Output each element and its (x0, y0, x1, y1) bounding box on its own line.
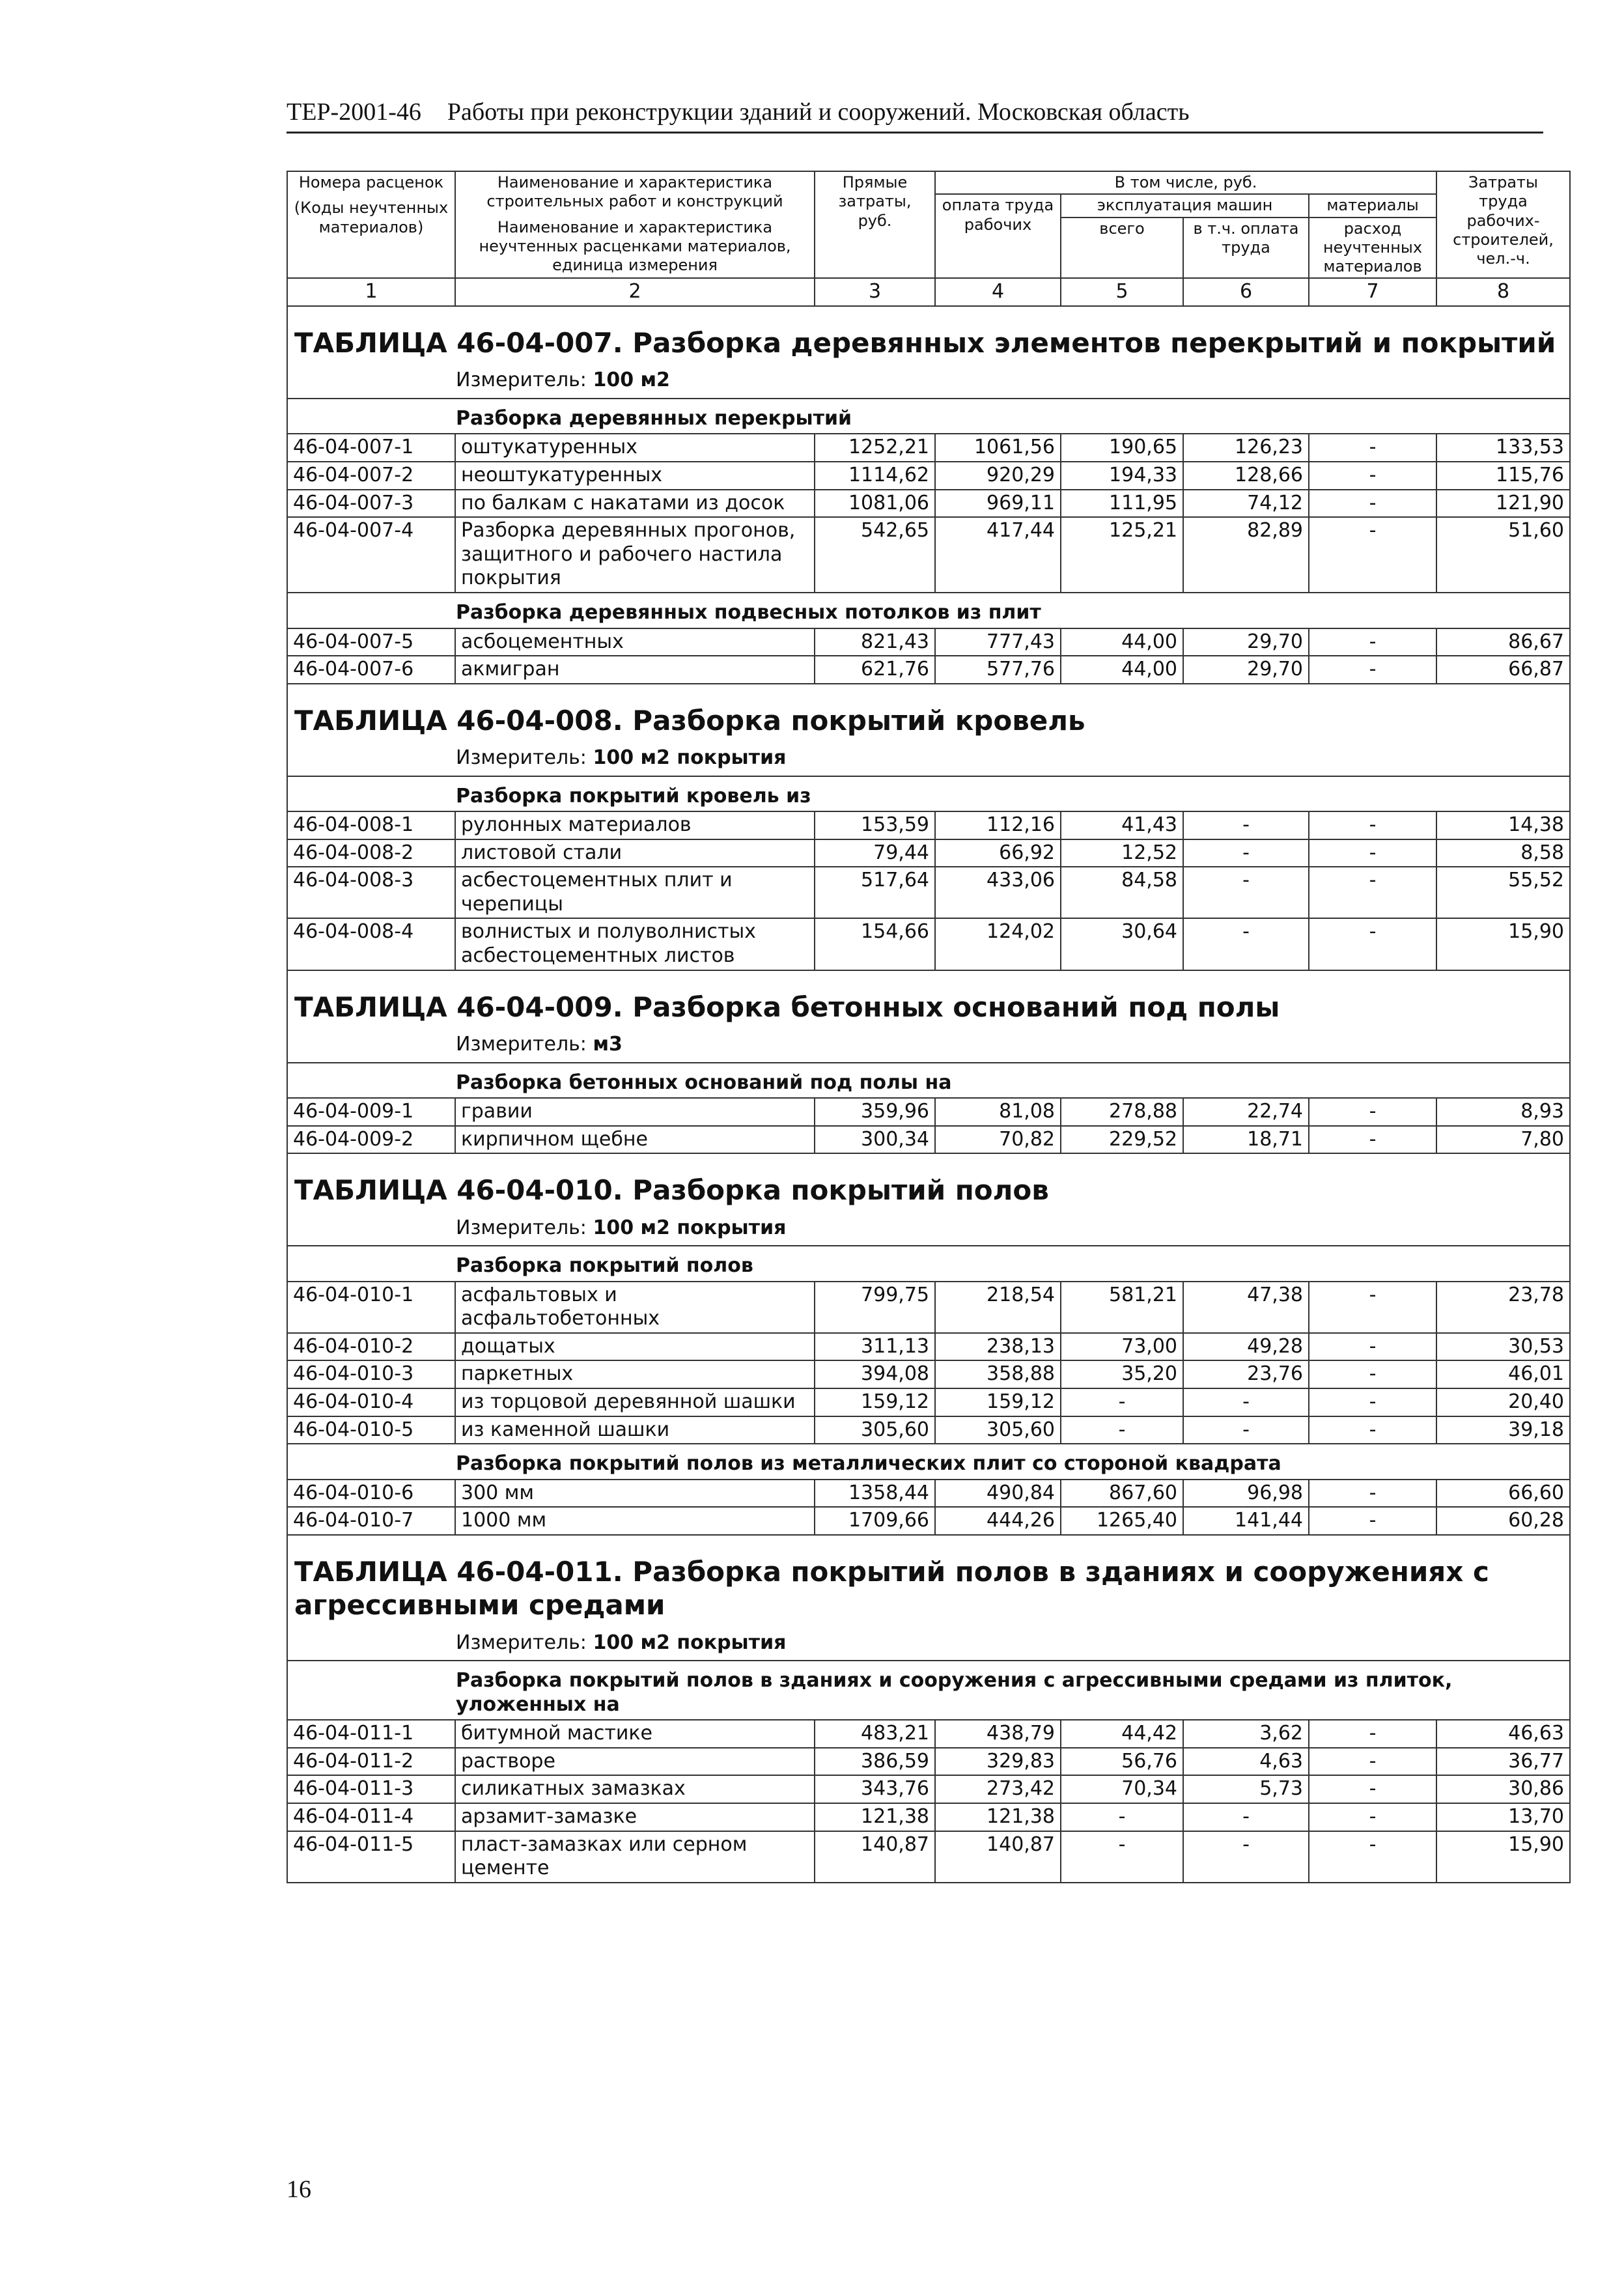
table-row (287, 1803, 1570, 1831)
meter-row (287, 1211, 1570, 1246)
labor-hours-cell: 46,01 (1436, 1360, 1570, 1388)
labor-hours-cell: 133,53 (1436, 434, 1570, 462)
work-description-cell: акмигран (455, 656, 815, 684)
work-description-cell: асфальтовых и асфальтобетонных (455, 1282, 815, 1333)
col3-header: Прямые затраты, руб. (815, 171, 935, 278)
rate-code-cell: 46-04-011-4 (287, 1803, 455, 1831)
rate-code-cell: 46-04-011-2 (287, 1748, 455, 1776)
table-row (287, 1831, 1570, 1883)
labor-wages-cell: 140,87 (935, 1831, 1061, 1883)
labor-wages-cell: 66,92 (935, 839, 1061, 867)
meter-label: Измеритель: (456, 1032, 593, 1056)
group-heading-row (287, 399, 1570, 434)
materials-unaccounted-cell: - (1309, 628, 1436, 656)
machine-wages-cell: - (1183, 918, 1309, 970)
direct-cost-cell: 153,59 (815, 811, 935, 839)
work-description-cell: кирпичном щебне (455, 1126, 815, 1154)
meter-cell (287, 1028, 1570, 1063)
table-row (287, 1748, 1570, 1776)
materials-unaccounted-cell: - (1309, 1098, 1436, 1126)
col2-header-bottom: Наименование и характеристика неучтенных расценками материалов, единица измерения (479, 218, 791, 275)
direct-cost-cell: 542,65 (815, 517, 935, 593)
machine-wages-cell: - (1183, 839, 1309, 867)
work-description-cell: растворе (455, 1748, 815, 1776)
group-heading: Разборка покрытий полов (287, 1246, 1570, 1282)
work-description-cell: неоштукатуренных (455, 462, 815, 490)
meter-row (287, 741, 1570, 776)
table-section-title: ТАБЛИЦА 46-04-009. Разборка бетонных оснований под полы (287, 970, 1570, 1028)
machine-wages-cell: 74,12 (1183, 490, 1309, 518)
work-description-cell: из торцовой деревянной шашки (455, 1388, 815, 1416)
labor-wages-cell: 417,44 (935, 517, 1061, 593)
machine-wages-cell: 126,23 (1183, 434, 1309, 462)
materials-unaccounted-cell: - (1309, 1480, 1436, 1508)
direct-cost-cell: 159,12 (815, 1388, 935, 1416)
table-row (287, 434, 1570, 462)
materials-unaccounted-cell: - (1309, 1388, 1436, 1416)
table-section-title: ТАБЛИЦА 46-04-010. Разборка покрытий полов (287, 1153, 1570, 1211)
col2-header-top: Наименование и характеристика строительных работ и конструкций (486, 173, 783, 211)
machine-wages-cell: 4,63 (1183, 1748, 1309, 1776)
table-row (287, 1507, 1570, 1535)
table-row (287, 628, 1570, 656)
table-row (287, 1775, 1570, 1803)
labor-hours-cell: 121,90 (1436, 490, 1570, 518)
materials-unaccounted-cell: - (1309, 462, 1436, 490)
machine-total-cell: 581,21 (1061, 1282, 1183, 1333)
labor-wages-cell: 358,88 (935, 1360, 1061, 1388)
table-row (287, 656, 1570, 684)
table-row (287, 1480, 1570, 1508)
direct-cost-cell: 1709,66 (815, 1507, 935, 1535)
work-description-cell: паркетных (455, 1360, 815, 1388)
rates-table (287, 171, 1571, 1883)
rate-code-cell: 46-04-009-2 (287, 1126, 455, 1154)
work-description-cell: 300 мм (455, 1480, 815, 1508)
col4-header: оплата труда рабочих (935, 194, 1061, 278)
materials-unaccounted-cell: - (1309, 1775, 1436, 1803)
rate-code-cell: 46-04-010-4 (287, 1388, 455, 1416)
rate-code-cell: 46-04-010-2 (287, 1333, 455, 1361)
machine-total-cell: 229,52 (1061, 1126, 1183, 1154)
direct-cost-cell: 621,76 (815, 656, 935, 684)
group-heading-row (287, 593, 1570, 628)
header-code: ТЕР-2001-46 (287, 98, 421, 126)
machine-wages-cell: 3,62 (1183, 1720, 1309, 1748)
meter-row (287, 1626, 1570, 1661)
rate-code-cell: 46-04-007-1 (287, 434, 455, 462)
materials-unaccounted-cell: - (1309, 1282, 1436, 1333)
machine-wages-cell: 5,73 (1183, 1775, 1309, 1803)
meter-value: 100 м2 (593, 369, 670, 392)
meter-label: Измеритель: (456, 1631, 593, 1654)
labor-wages-cell: 433,06 (935, 867, 1061, 918)
machine-wages-cell: 23,76 (1183, 1360, 1309, 1388)
table-section-title-row (287, 684, 1570, 741)
direct-cost-cell: 300,34 (815, 1126, 935, 1154)
machine-wages-cell: 49,28 (1183, 1333, 1309, 1361)
machine-total-cell: 73,00 (1061, 1333, 1183, 1361)
rate-code-cell: 46-04-011-1 (287, 1720, 455, 1748)
machine-wages-cell: - (1183, 1803, 1309, 1831)
table-row (287, 918, 1570, 970)
rate-code-cell: 46-04-008-1 (287, 811, 455, 839)
table-section-title-row (287, 1153, 1570, 1211)
labor-hours-cell: 86,67 (1436, 628, 1570, 656)
labor-hours-cell: 13,70 (1436, 1803, 1570, 1831)
machine-wages-cell: - (1183, 811, 1309, 839)
labor-wages-cell: 159,12 (935, 1388, 1061, 1416)
col8-header: Затраты труда рабочих-строителей, чел.-ч. (1436, 171, 1570, 278)
meter-value: 100 м2 покрытия (593, 1216, 787, 1239)
labor-hours-cell: 8,93 (1436, 1098, 1570, 1126)
direct-cost-cell: 359,96 (815, 1098, 935, 1126)
machine-wages-cell: - (1183, 867, 1309, 918)
rate-code-cell: 46-04-010-6 (287, 1480, 455, 1508)
rate-code-cell: 46-04-010-5 (287, 1416, 455, 1444)
machine-wages-cell: 22,74 (1183, 1098, 1309, 1126)
labor-hours-cell: 7,80 (1436, 1126, 1570, 1154)
direct-cost-cell: 1114,62 (815, 462, 935, 490)
labor-hours-cell: 39,18 (1436, 1416, 1570, 1444)
labor-hours-cell: 8,58 (1436, 839, 1570, 867)
column-number: 8 (1436, 278, 1570, 306)
direct-cost-cell: 386,59 (815, 1748, 935, 1776)
meter-label: Измеритель: (456, 1216, 593, 1239)
table-row (287, 1388, 1570, 1416)
work-description-cell: из каменной шашки (455, 1416, 815, 1444)
labor-wages-cell: 70,82 (935, 1126, 1061, 1154)
work-description-cell: гравии (455, 1098, 815, 1126)
machine-wages-cell: - (1183, 1388, 1309, 1416)
column-number: 5 (1061, 278, 1183, 306)
work-description-cell: волнистых и полуволнистых асбестоцементных листов (455, 918, 815, 970)
labor-hours-cell: 46,63 (1436, 1720, 1570, 1748)
work-description-cell: рулонных материалов (455, 811, 815, 839)
work-description-cell: Разборка деревянных прогонов, защитного и рабочего настила покрытия (455, 517, 815, 593)
machine-total-cell: 867,60 (1061, 1480, 1183, 1508)
machine-wages-cell: - (1183, 1831, 1309, 1883)
direct-cost-cell: 1252,21 (815, 434, 935, 462)
rate-code-cell: 46-04-010-1 (287, 1282, 455, 1333)
materials-unaccounted-cell: - (1309, 1831, 1436, 1883)
materials-unaccounted-cell: - (1309, 1748, 1436, 1776)
col7-header: расход неучтенных материалов (1309, 218, 1436, 279)
labor-hours-cell: 115,76 (1436, 462, 1570, 490)
labor-wages-cell: 920,29 (935, 462, 1061, 490)
column-number: 2 (455, 278, 815, 306)
column-number: 1 (287, 278, 455, 306)
work-description-cell: оштукатуренных (455, 434, 815, 462)
machine-wages-cell: 18,71 (1183, 1126, 1309, 1154)
labor-hours-cell: 60,28 (1436, 1507, 1570, 1535)
col6-header: в т.ч. оплата труда (1183, 218, 1309, 279)
rate-code-cell: 46-04-008-2 (287, 839, 455, 867)
col1-header-top: Номера расценок (298, 173, 444, 191)
labor-wages-cell: 444,26 (935, 1507, 1061, 1535)
table-section-title-row (287, 1535, 1570, 1625)
table-row (287, 1126, 1570, 1154)
table-section-title-row (287, 306, 1570, 363)
column-number: 7 (1309, 278, 1436, 306)
labor-hours-cell: 20,40 (1436, 1388, 1570, 1416)
rate-code-cell: 46-04-008-3 (287, 867, 455, 918)
materials-unaccounted-cell: - (1309, 1803, 1436, 1831)
running-header (287, 98, 1543, 133)
direct-cost-cell: 394,08 (815, 1360, 935, 1388)
machine-total-cell: - (1061, 1388, 1183, 1416)
materials-unaccounted-cell: - (1309, 434, 1436, 462)
labor-wages-cell: 273,42 (935, 1775, 1061, 1803)
rate-code-cell: 46-04-007-5 (287, 628, 455, 656)
rate-code-cell: 46-04-011-5 (287, 1831, 455, 1883)
labor-wages-cell: 121,38 (935, 1803, 1061, 1831)
col1-header-bottom: (Коды неучтенных материалов) (294, 199, 449, 236)
direct-cost-cell: 517,64 (815, 867, 935, 918)
direct-cost-cell: 343,76 (815, 1775, 935, 1803)
meter-value: 100 м2 покрытия (593, 746, 787, 769)
work-description-cell: пласт-замазках или серном цементе (455, 1831, 815, 1883)
labor-wages-cell: 969,11 (935, 490, 1061, 518)
materials-unaccounted-cell: - (1309, 656, 1436, 684)
table-row (287, 1360, 1570, 1388)
direct-cost-cell: 311,13 (815, 1333, 935, 1361)
machine-total-cell: 111,95 (1061, 490, 1183, 518)
table-row (287, 1720, 1570, 1748)
machine-total-cell: 56,76 (1061, 1748, 1183, 1776)
labor-hours-cell: 51,60 (1436, 517, 1570, 593)
labor-wages-cell: 124,02 (935, 918, 1061, 970)
table-row (287, 839, 1570, 867)
machine-wages-cell: 29,70 (1183, 656, 1309, 684)
header-title: Работы при реконструкции зданий и сооружений. Московская область (447, 98, 1190, 126)
meter-row (287, 1028, 1570, 1063)
materials-unaccounted-cell: - (1309, 517, 1436, 593)
group-heading-row (287, 1444, 1570, 1480)
materials-unaccounted-cell: - (1309, 811, 1436, 839)
labor-hours-cell: 23,78 (1436, 1282, 1570, 1333)
table-row (287, 462, 1570, 490)
work-description-cell: асбоцементных (455, 628, 815, 656)
machine-total-cell: 194,33 (1061, 462, 1183, 490)
table-row (287, 1282, 1570, 1333)
work-description-cell: асбестоцементных плит и черепицы (455, 867, 815, 918)
group-heading-row (287, 1661, 1570, 1720)
labor-wages-cell: 305,60 (935, 1416, 1061, 1444)
table-row (287, 517, 1570, 593)
group-heading: Разборка деревянных подвесных потолков из плит (287, 593, 1570, 628)
table-row (287, 1333, 1570, 1361)
meter-cell (287, 741, 1570, 776)
meter-value: м3 (593, 1032, 623, 1056)
labor-wages-cell: 1061,56 (935, 434, 1061, 462)
rate-code-cell: 46-04-007-6 (287, 656, 455, 684)
work-description-cell: по балкам с накатами из досок (455, 490, 815, 518)
table-row (287, 1416, 1570, 1444)
labor-hours-cell: 15,90 (1436, 918, 1570, 970)
work-description-cell: битумной мастике (455, 1720, 815, 1748)
machine-wages-cell: 47,38 (1183, 1282, 1309, 1333)
materials-unaccounted-cell: - (1309, 1416, 1436, 1444)
machine-total-cell: 44,42 (1061, 1720, 1183, 1748)
rate-code-cell: 46-04-007-3 (287, 490, 455, 518)
group-heading: Разборка бетонных оснований под полы на (287, 1063, 1570, 1099)
column-header-row (287, 171, 1570, 194)
direct-cost-cell: 1358,44 (815, 1480, 935, 1508)
direct-cost-cell: 821,43 (815, 628, 935, 656)
materials-unaccounted-cell: - (1309, 1720, 1436, 1748)
meter-label: Измеритель: (456, 746, 593, 769)
rate-code-cell: 46-04-010-7 (287, 1507, 455, 1535)
materials-unaccounted-cell: - (1309, 918, 1436, 970)
direct-cost-cell: 1081,06 (815, 490, 935, 518)
rate-code-cell: 46-04-009-1 (287, 1098, 455, 1126)
table-section-title: ТАБЛИЦА 46-04-008. Разборка покрытий кровель (287, 684, 1570, 741)
materials-unaccounted-cell: - (1309, 1360, 1436, 1388)
work-description-cell: 1000 мм (455, 1507, 815, 1535)
machine-total-cell: 12,52 (1061, 839, 1183, 867)
materials-unaccounted-cell: - (1309, 1507, 1436, 1535)
machine-total-cell: 35,20 (1061, 1360, 1183, 1388)
materials-unaccounted-cell: - (1309, 839, 1436, 867)
labor-wages-cell: 329,83 (935, 1748, 1061, 1776)
group-heading: Разборка покрытий кровель из (287, 776, 1570, 812)
labor-hours-cell: 14,38 (1436, 811, 1570, 839)
group-heading: Разборка деревянных перекрытий (287, 399, 1570, 434)
table-section-title: ТАБЛИЦА 46-04-011. Разборка покрытий полов в зданиях и сооружениях с агрессивными средами (287, 1535, 1570, 1625)
materials-unaccounted-cell: - (1309, 1333, 1436, 1361)
rate-code-cell: 46-04-008-4 (287, 918, 455, 970)
labor-wages-cell: 777,43 (935, 628, 1061, 656)
group-heading: Разборка покрытий полов в зданиях и сооружения с агрессивными средами из плиток, уложенных на (287, 1661, 1570, 1720)
col1-header (287, 171, 455, 278)
direct-cost-cell: 305,60 (815, 1416, 935, 1444)
direct-cost-cell: 121,38 (815, 1803, 935, 1831)
materials-header: материалы (1309, 194, 1436, 217)
meter-cell (287, 1211, 1570, 1246)
labor-wages-cell: 81,08 (935, 1098, 1061, 1126)
column-number-row (287, 278, 1570, 306)
meter-cell (287, 363, 1570, 399)
labor-wages-cell: 577,76 (935, 656, 1061, 684)
page-number: 16 (287, 2176, 311, 2203)
rate-code-cell: 46-04-007-4 (287, 517, 455, 593)
labor-wages-cell: 490,84 (935, 1480, 1061, 1508)
labor-wages-cell: 238,13 (935, 1333, 1061, 1361)
table-row (287, 1098, 1570, 1126)
machine-ops-header: эксплуатация машин (1061, 194, 1309, 217)
table-row (287, 811, 1570, 839)
table-row (287, 490, 1570, 518)
machine-wages-cell: - (1183, 1416, 1309, 1444)
machine-total-cell: 190,65 (1061, 434, 1183, 462)
meter-label: Измеритель: (456, 369, 593, 392)
labor-wages-cell: 218,54 (935, 1282, 1061, 1333)
work-description-cell: арзамит-замазке (455, 1803, 815, 1831)
column-number: 3 (815, 278, 935, 306)
in-that-number-header: В том числе, руб. (935, 171, 1436, 194)
machine-total-cell: 125,21 (1061, 517, 1183, 593)
col5-header: всего (1061, 218, 1183, 279)
group-heading-row (287, 1246, 1570, 1282)
labor-hours-cell: 55,52 (1436, 867, 1570, 918)
labor-wages-cell: 112,16 (935, 811, 1061, 839)
direct-cost-cell: 140,87 (815, 1831, 935, 1883)
labor-hours-cell: 36,77 (1436, 1748, 1570, 1776)
group-heading: Разборка покрытий полов из металлических плит со стороной квадрата (287, 1444, 1570, 1480)
labor-hours-cell: 15,90 (1436, 1831, 1570, 1883)
machine-total-cell: 41,43 (1061, 811, 1183, 839)
machine-total-cell: 278,88 (1061, 1098, 1183, 1126)
table-section-title: ТАБЛИЦА 46-04-007. Разборка деревянных элементов перекрытий и покрытий (287, 306, 1570, 363)
materials-unaccounted-cell: - (1309, 490, 1436, 518)
column-number: 4 (935, 278, 1061, 306)
column-number: 6 (1183, 278, 1309, 306)
machine-wages-cell: 82,89 (1183, 517, 1309, 593)
meter-cell (287, 1626, 1570, 1661)
col2-header (455, 171, 815, 278)
direct-cost-cell: 154,66 (815, 918, 935, 970)
labor-hours-cell: 66,87 (1436, 656, 1570, 684)
group-heading-row (287, 776, 1570, 812)
labor-wages-cell: 438,79 (935, 1720, 1061, 1748)
machine-total-cell: - (1061, 1416, 1183, 1444)
labor-hours-cell: 30,53 (1436, 1333, 1570, 1361)
group-heading-row (287, 1063, 1570, 1099)
direct-cost-cell: 483,21 (815, 1720, 935, 1748)
machine-total-cell: - (1061, 1831, 1183, 1883)
machine-wages-cell: 141,44 (1183, 1507, 1309, 1535)
work-description-cell: дощатых (455, 1333, 815, 1361)
labor-hours-cell: 66,60 (1436, 1480, 1570, 1508)
machine-total-cell: 70,34 (1061, 1775, 1183, 1803)
machine-wages-cell: 96,98 (1183, 1480, 1309, 1508)
meter-value: 100 м2 покрытия (593, 1631, 787, 1654)
rate-code-cell: 46-04-007-2 (287, 462, 455, 490)
labor-hours-cell: 30,86 (1436, 1775, 1570, 1803)
machine-total-cell: 30,64 (1061, 918, 1183, 970)
machine-total-cell: - (1061, 1803, 1183, 1831)
machine-wages-cell: 128,66 (1183, 462, 1309, 490)
table-section-title-row (287, 970, 1570, 1028)
materials-unaccounted-cell: - (1309, 1126, 1436, 1154)
direct-cost-cell: 79,44 (815, 839, 935, 867)
rate-code-cell: 46-04-010-3 (287, 1360, 455, 1388)
meter-row (287, 363, 1570, 399)
machine-wages-cell: 29,70 (1183, 628, 1309, 656)
table-row (287, 867, 1570, 918)
direct-cost-cell: 799,75 (815, 1282, 935, 1333)
machine-total-cell: 1265,40 (1061, 1507, 1183, 1535)
materials-unaccounted-cell: - (1309, 867, 1436, 918)
work-description-cell: листовой стали (455, 839, 815, 867)
machine-total-cell: 84,58 (1061, 867, 1183, 918)
work-description-cell: силикатных замазках (455, 1775, 815, 1803)
machine-total-cell: 44,00 (1061, 656, 1183, 684)
rate-code-cell: 46-04-011-3 (287, 1775, 455, 1803)
machine-total-cell: 44,00 (1061, 628, 1183, 656)
